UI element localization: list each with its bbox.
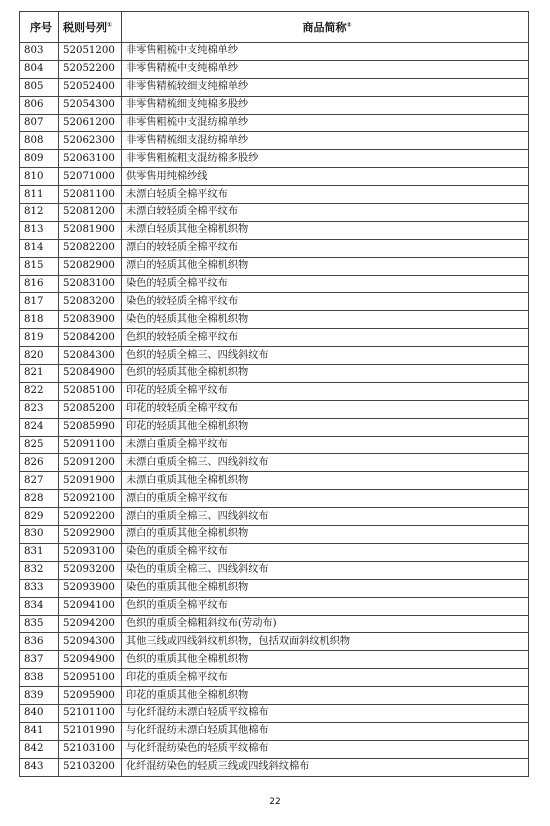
table-row: [20, 400, 529, 418]
code-cell: 52094200: [59, 615, 122, 633]
table-row: [20, 633, 529, 651]
seq-cell: 813: [20, 221, 59, 239]
name-cell: 化纤混纺染色的轻质三线或四线斜纹棉布: [122, 758, 529, 776]
name-cell: 染色的重质其他全棉机织物: [122, 579, 529, 597]
name-cell: 未漂白轻质其他全棉机织物: [122, 221, 529, 239]
code-cell: 52084900: [59, 365, 122, 383]
seq-cell: 827: [20, 472, 59, 490]
name-cell: 与化纤混纺未漂白轻质其他棉布: [122, 722, 529, 740]
seq-cell: 811: [20, 186, 59, 204]
code-cell: 52054300: [59, 96, 122, 114]
code-cell: 52092900: [59, 526, 122, 544]
table-row: [20, 651, 529, 669]
code-cell: 52093100: [59, 543, 122, 561]
code-cell: 52101100: [59, 704, 122, 722]
name-cell: 未漂白较轻质全棉平纹布: [122, 204, 529, 222]
code-cell: 52091900: [59, 472, 122, 490]
code-cell: 52083200: [59, 293, 122, 311]
code-cell: 52094300: [59, 633, 122, 651]
table-row: [20, 132, 529, 150]
seq-cell: 821: [20, 365, 59, 383]
name-cell: 未漂白重质其他全棉机织物: [122, 472, 529, 490]
name-cell: 漂白的轻质其他全棉机织物: [122, 257, 529, 275]
code-cell: 52084200: [59, 329, 122, 347]
table-row: [20, 472, 529, 490]
table-row: [20, 561, 529, 579]
seq-cell: 807: [20, 114, 59, 132]
table-row: [20, 114, 529, 132]
code-cell: 52093900: [59, 579, 122, 597]
seq-cell: 818: [20, 311, 59, 329]
name-cell: 色织的较轻质全棉平纹布: [122, 329, 529, 347]
code-cell: 52071000: [59, 168, 122, 186]
name-cell: 染色的轻质其他全棉机织物: [122, 311, 529, 329]
name-cell: 漂白的较轻质全棉平纹布: [122, 239, 529, 257]
name-cell: 与化纤混纺未漂白轻质平纹棉布: [122, 704, 529, 722]
table-row: [20, 597, 529, 615]
code-cell: 52095100: [59, 669, 122, 687]
name-cell: 染色的重质全棉三、四线斜纹布: [122, 561, 529, 579]
seq-cell: 824: [20, 418, 59, 436]
name-cell: 染色的轻质全棉平纹布: [122, 275, 529, 293]
code-cell: 52085990: [59, 418, 122, 436]
code-cell: 52091200: [59, 454, 122, 472]
table-row: [20, 329, 529, 347]
code-cell: 52092200: [59, 508, 122, 526]
name-cell: 漂白的重质全棉三、四线斜纹布: [122, 508, 529, 526]
seq-cell: 823: [20, 400, 59, 418]
table-row: [20, 382, 529, 400]
seq-cell: 834: [20, 597, 59, 615]
seq-cell: 826: [20, 454, 59, 472]
code-cell: 52082900: [59, 257, 122, 275]
name-cell: 色织的重质全棉平纹布: [122, 597, 529, 615]
name-cell: 其他三线或四线斜纹机织物，包括双面斜纹机织物: [122, 633, 529, 651]
code-cell: 52094900: [59, 651, 122, 669]
seq-cell: 837: [20, 651, 59, 669]
name-cell: 非零售粗梳中支纯棉单纱: [122, 43, 529, 61]
seq-cell: 812: [20, 204, 59, 222]
table-row: [20, 508, 529, 526]
name-cell: 印花的重质全棉平纹布: [122, 669, 529, 687]
seq-cell: 833: [20, 579, 59, 597]
seq-cell: 831: [20, 543, 59, 561]
table-row: [20, 257, 529, 275]
table-row: [20, 347, 529, 365]
name-cell: 非零售精梳细支混纺棉单纱: [122, 132, 529, 150]
code-cell: 52092100: [59, 490, 122, 508]
table-row: [20, 543, 529, 561]
name-cell: 未漂白重质全棉三、四线斜纹布: [122, 454, 529, 472]
table-row: [20, 436, 529, 454]
table-row: [20, 704, 529, 722]
seq-cell: 805: [20, 78, 59, 96]
seq-cell: 809: [20, 150, 59, 168]
seq-cell: 825: [20, 436, 59, 454]
seq-cell: 832: [20, 561, 59, 579]
seq-cell: 835: [20, 615, 59, 633]
name-cell: 色织的重质其他全棉机织物: [122, 651, 529, 669]
page-number: 22: [269, 797, 281, 807]
seq-cell: 816: [20, 275, 59, 293]
code-cell: 52103200: [59, 758, 122, 776]
code-cell: 52083900: [59, 311, 122, 329]
seq-cell: 839: [20, 687, 59, 705]
code-cell: 52052200: [59, 60, 122, 78]
table-row: [20, 526, 529, 544]
table-row: [20, 78, 529, 96]
name-cell: 供零售用纯棉纱线: [122, 168, 529, 186]
table-row: [20, 365, 529, 383]
seq-cell: 815: [20, 257, 59, 275]
table-row: [20, 239, 529, 257]
name-cell: 印花的轻质其他全棉机织物: [122, 418, 529, 436]
seq-cell: 810: [20, 168, 59, 186]
code-cell: 52091100: [59, 436, 122, 454]
table-row: [20, 186, 529, 204]
seq-cell: 838: [20, 669, 59, 687]
code-cell: 52085200: [59, 400, 122, 418]
name-cell: 染色的较轻质全棉平纹布: [122, 293, 529, 311]
name-cell: 印花的较轻质全棉平纹布: [122, 400, 529, 418]
code-cell: 52093200: [59, 561, 122, 579]
code-cell: 52095900: [59, 687, 122, 705]
code-cell: 52051200: [59, 43, 122, 61]
table-row: [20, 418, 529, 436]
name-cell: 漂白的重质其他全棉机织物: [122, 526, 529, 544]
code-cell: 52082200: [59, 239, 122, 257]
name-cell: 非零售粗梳粗支混纺棉多股纱: [122, 150, 529, 168]
name-cell: 非零售精梳细支纯棉多股纱: [122, 96, 529, 114]
code-cell: 52081200: [59, 204, 122, 222]
table-row: [20, 311, 529, 329]
tariff-table: [19, 11, 529, 777]
table-row: [20, 740, 529, 758]
name-cell: 非零售粗梳中支混纺棉单纱: [122, 114, 529, 132]
name-cell: 印花的轻质全棉平纹布: [122, 382, 529, 400]
table-row: [20, 221, 529, 239]
seq-cell: 817: [20, 293, 59, 311]
code-cell: 52085100: [59, 382, 122, 400]
code-cell: 52062300: [59, 132, 122, 150]
table-row: [20, 60, 529, 78]
code-cell: 52063100: [59, 150, 122, 168]
name-cell: 非零售精梳中支纯棉单纱: [122, 60, 529, 78]
name-cell: 漂白的重质全棉平纹布: [122, 490, 529, 508]
seq-cell: 841: [20, 722, 59, 740]
table-row: [20, 758, 529, 776]
table-row: [20, 669, 529, 687]
seq-cell: 804: [20, 60, 59, 78]
seq-cell: 842: [20, 740, 59, 758]
code-cell: 52061200: [59, 114, 122, 132]
code-cell: 52052400: [59, 78, 122, 96]
table-row: [20, 722, 529, 740]
table-row: [20, 43, 529, 61]
seq-cell: 820: [20, 347, 59, 365]
code-cell: 52101990: [59, 722, 122, 740]
table-header-row: [20, 12, 529, 43]
name-cell: 印花的重质其他全棉机织物: [122, 687, 529, 705]
table-row: [20, 96, 529, 114]
name-cell: 色织的轻质全棉三、四线斜纹布: [122, 347, 529, 365]
seq-cell: 814: [20, 239, 59, 257]
footnote-mark: ②: [346, 21, 352, 29]
seq-cell: 840: [20, 704, 59, 722]
seq-cell: 828: [20, 490, 59, 508]
seq-cell: 829: [20, 508, 59, 526]
name-cell: 未漂白重质全棉平纹布: [122, 436, 529, 454]
table-body: [20, 43, 529, 777]
code-cell: 52083100: [59, 275, 122, 293]
seq-cell: 822: [20, 382, 59, 400]
seq-cell: 830: [20, 526, 59, 544]
name-cell: 染色的重质全棉平纹布: [122, 543, 529, 561]
name-cell: 色织的重质全棉粗斜纹布(劳动布): [122, 615, 529, 633]
code-cell: 52103100: [59, 740, 122, 758]
table-row: [20, 687, 529, 705]
table-row: [20, 275, 529, 293]
table-row: [20, 490, 529, 508]
code-cell: 52084300: [59, 347, 122, 365]
table-row: [20, 615, 529, 633]
code-cell: 52094100: [59, 597, 122, 615]
seq-cell: 803: [20, 43, 59, 61]
table-row: [20, 204, 529, 222]
header-code: 税则号列①: [59, 12, 122, 43]
seq-cell: 843: [20, 758, 59, 776]
table-row: [20, 293, 529, 311]
name-cell: 未漂白轻质全棉平纹布: [122, 186, 529, 204]
table-row: [20, 454, 529, 472]
table-row: [20, 168, 529, 186]
seq-cell: 836: [20, 633, 59, 651]
code-cell: 52081900: [59, 221, 122, 239]
code-cell: 52081100: [59, 186, 122, 204]
seq-cell: 808: [20, 132, 59, 150]
name-cell: 色织的轻质其他全棉机织物: [122, 365, 529, 383]
name-cell: 与化纤混纺染色的轻质平纹棉布: [122, 740, 529, 758]
name-cell: 非零售精梳较细支纯棉单纱: [122, 78, 529, 96]
header-name: 商品简称②: [122, 12, 529, 43]
table-row: [20, 150, 529, 168]
table-row: [20, 579, 529, 597]
seq-cell: 806: [20, 96, 59, 114]
footnote-mark: ①: [107, 21, 113, 29]
header-seq: 序号: [20, 12, 59, 43]
seq-cell: 819: [20, 329, 59, 347]
